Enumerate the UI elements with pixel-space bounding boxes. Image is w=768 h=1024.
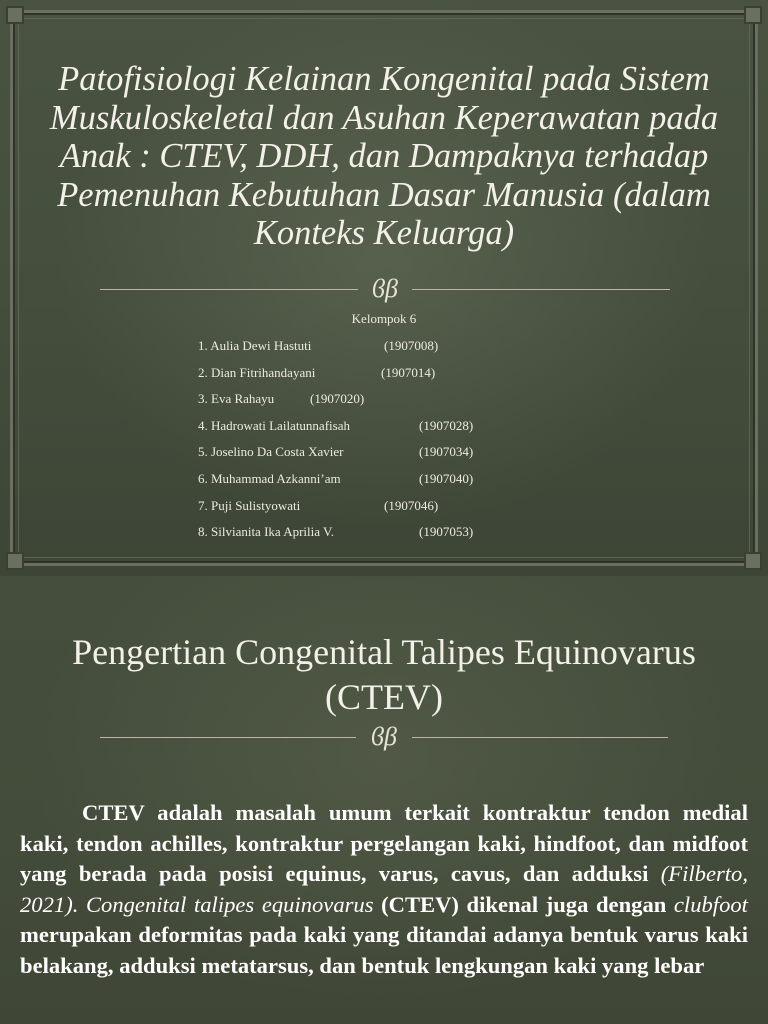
- frame-corner-ornament: [6, 6, 24, 24]
- member-id: (1907008): [384, 338, 439, 353]
- scroll-ornament-icon: ϐβ: [372, 274, 398, 303]
- member-name: 5. Joselino Da Costa Xavier: [198, 444, 344, 460]
- divider-line: [100, 737, 356, 738]
- slide-definition: [0, 576, 768, 1024]
- member-id: (1907014): [381, 364, 436, 380]
- member-id: (1907046): [384, 497, 439, 513]
- member-id: (1907020): [310, 391, 365, 407]
- member-item: [198, 390, 518, 417]
- paragraph-text: merupakan deformitas pada kaki yang ditandai adanya bentuk varus kaki belakang, adduksi metatarsus, dan bentuk lengkungan kaki yang lebar: [20, 922, 748, 978]
- member-name: 8. Silvianita Ika Aprilia V.: [198, 524, 335, 540]
- member-name: 2. Dian Fitrihandayani: [198, 364, 316, 380]
- ornament-divider: [100, 722, 668, 752]
- heading-line: Pengertian Congenital Talipes Equinovarus: [72, 632, 696, 672]
- member-item: [198, 497, 518, 524]
- member-item: [198, 470, 518, 497]
- member-item: [198, 443, 518, 470]
- ornament-divider: [100, 274, 670, 304]
- scroll-ornament-icon: ϐβ: [371, 722, 397, 751]
- divider-line: [412, 289, 670, 290]
- citation: (Filberto, 2021).: [20, 861, 748, 917]
- presentation-title: Patofisiologi Kelainan Kongenital pada Sistem Muskuloskeletal dan Asuhan Keperawatan pada Anak : CTEV, DDH, dan Dampaknya terhadap Pemenuhan Kebutuhan Dasar Manusia (dalam Konteks Keluarga): [49, 60, 719, 252]
- heading-line: (CTEV): [325, 677, 443, 717]
- member-list: [198, 337, 518, 550]
- frame-corner-ornament: [744, 552, 762, 570]
- member-item: [198, 364, 518, 391]
- term: clubfoot: [673, 891, 748, 917]
- member-item: [198, 337, 518, 364]
- member-name: 3. Eva Rahayu: [198, 391, 275, 407]
- member-name: 1. Aulia Dewi Hastuti: [198, 338, 312, 353]
- paragraph-text: (CTEV) dikenal juga dengan: [381, 891, 667, 917]
- member-id: (1907034): [419, 444, 474, 460]
- paragraph-text: CTEV adalah masalah umum terkait kontraktur tendon medial kaki, tendon achilles, kontraktur pergelangan kaki, hindfoot, dan midfoot yang berada pada posisi equinus, varus, cavus, dan adduksi: [20, 800, 748, 886]
- member-id: (1907028): [419, 417, 474, 433]
- definition-paragraph: [20, 798, 748, 981]
- member-id: (1907053): [419, 524, 474, 540]
- frame-corner-ornament: [744, 6, 762, 24]
- member-item: [198, 417, 518, 444]
- divider-line: [100, 289, 358, 290]
- frame-corner-ornament: [6, 552, 24, 570]
- member-item: [198, 523, 518, 550]
- group-title: Kelompok 6: [351, 311, 417, 326]
- term: Congenital talipes equinovarus: [85, 891, 374, 917]
- member-id: (1907040): [419, 470, 474, 486]
- divider-line: [412, 737, 668, 738]
- slide-heading: [20, 630, 748, 720]
- member-name: 4. Hadrowati Lailatunnafisah: [198, 417, 350, 433]
- member-name: 6. Muhammad Azkanni’am: [198, 470, 341, 486]
- member-name: 7. Puji Sulistyowati: [198, 497, 301, 513]
